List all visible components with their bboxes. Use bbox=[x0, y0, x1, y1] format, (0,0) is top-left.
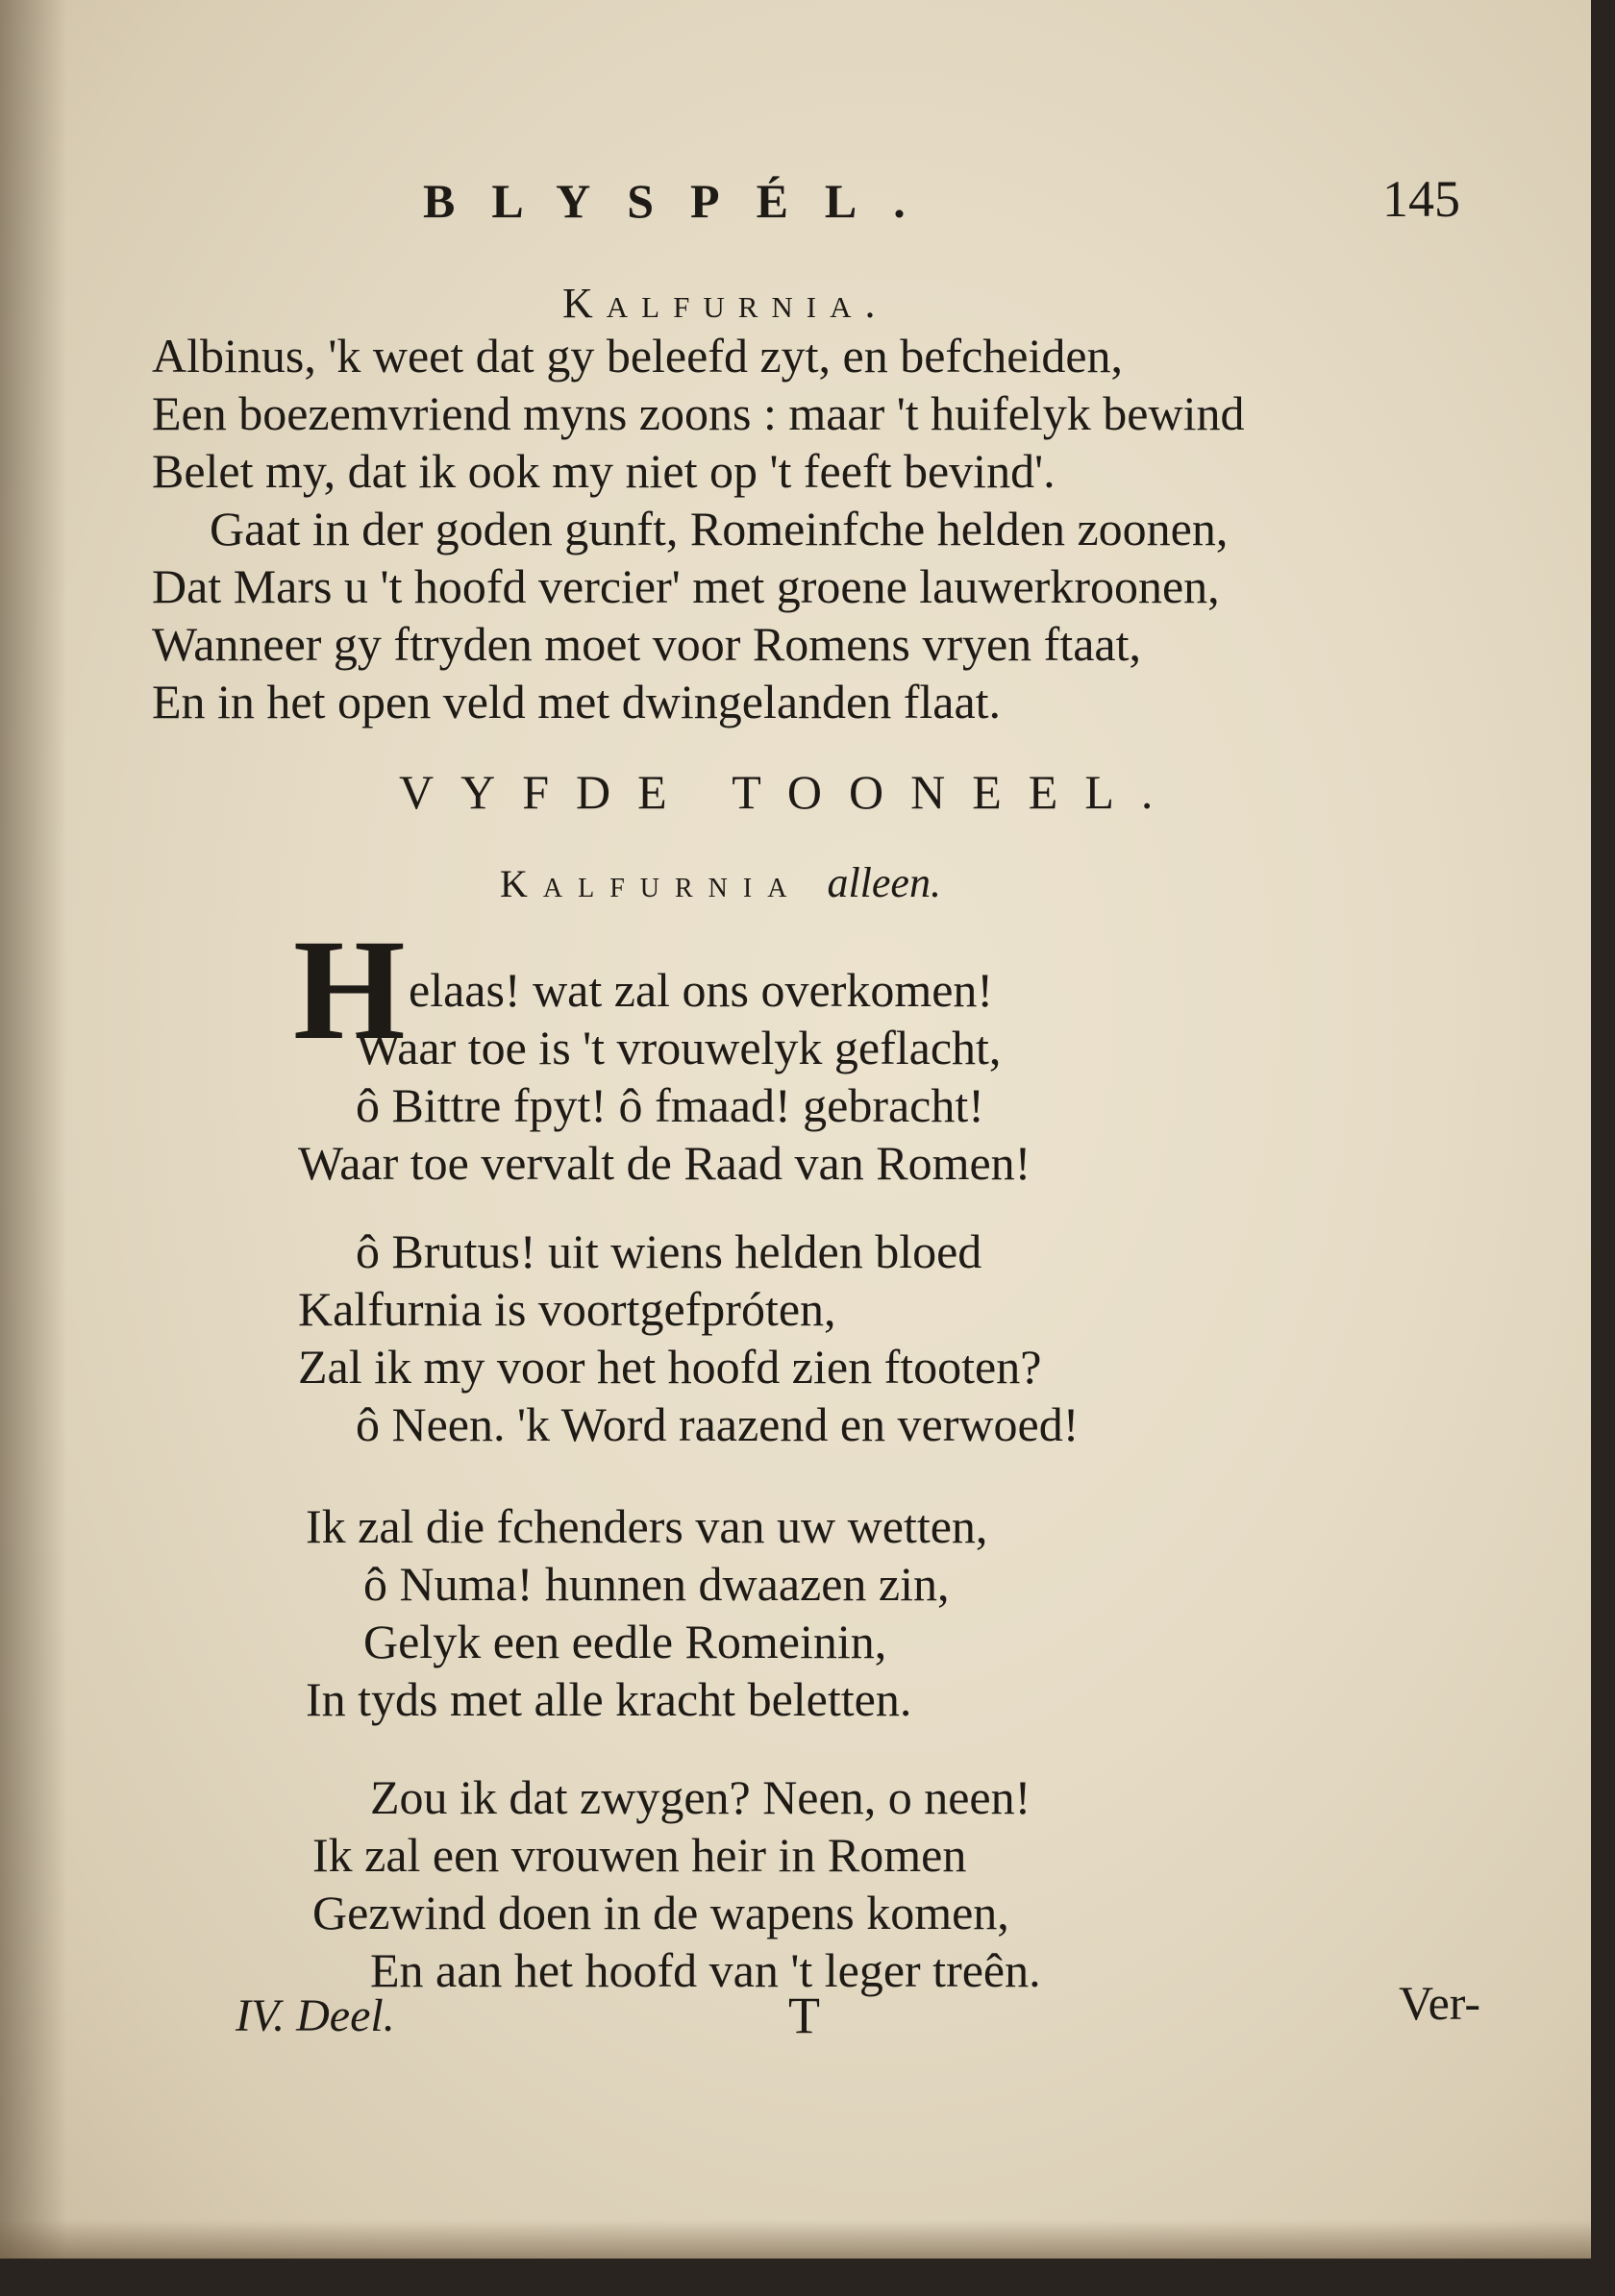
verse-line: elaas! wat zal ons overkomen! bbox=[409, 963, 994, 1017]
verse-line: Waar toe vervalt de Raad van Romen! bbox=[298, 1136, 1031, 1190]
verse-line: ô Brutus! uit wiens helden bloed bbox=[356, 1224, 982, 1278]
running-title: BLYSPÉL. bbox=[423, 174, 942, 228]
catchword: Ver- bbox=[1399, 1976, 1481, 2030]
verse-line: Belet my, dat ik ook my niet op 't feeft bevind'. bbox=[152, 444, 1056, 498]
verse-line: Zal ik my voor het hoofd zien ftooten? bbox=[298, 1340, 1042, 1394]
verse-line: In tyds met alle kracht beletten. bbox=[306, 1672, 912, 1726]
page-header bbox=[423, 163, 1480, 240]
verse-line: Wanneer gy ftryden moet voor Romens vryen ftaat, bbox=[152, 617, 1141, 671]
verse-line: Waar toe is 't vrouwelyk geflacht, bbox=[356, 1021, 1002, 1074]
verse-line: Gaat in der goden gunft, Romeinfche helden zoonen, bbox=[210, 502, 1229, 555]
stage-direction: alleen. bbox=[827, 859, 941, 906]
scene-speaker bbox=[500, 858, 941, 907]
stanza-1 bbox=[298, 1019, 1031, 1192]
drop-cap: H bbox=[293, 910, 406, 1070]
verse-line: Zou ik dat zwygen? Neen, o neen! bbox=[370, 1770, 1031, 1824]
gutter-shadow bbox=[0, 0, 67, 2259]
verse-line: Een boezemvriend myns zoons : maar 't huifelyk bewind bbox=[152, 386, 1245, 440]
stanza-1-first-line bbox=[409, 961, 993, 1019]
signature-letter: T bbox=[788, 1987, 820, 2044]
signature-mark: IV. Deel. bbox=[236, 1990, 395, 2041]
verse-line: Albinus, 'k weet dat gy beleefd zyt, en befcheiden, bbox=[152, 329, 1124, 383]
speaker-name: Kalfurnia bbox=[500, 862, 803, 905]
speaker-name: Kalfurnia. bbox=[562, 280, 889, 327]
verse-line: Gezwind doen in de wapens komen, bbox=[312, 1886, 1009, 1939]
verse-line: Dat Mars u 't hoofd vercier' met groene lauwerkroonen, bbox=[152, 559, 1220, 613]
verse-line: En in het open veld met dwingelanden flaat. bbox=[152, 675, 1002, 728]
scene-title: VYFDE TOONEEL. bbox=[399, 765, 1180, 819]
page-number: 145 bbox=[1382, 170, 1460, 228]
stanza-4 bbox=[312, 1768, 1041, 1999]
verse-line: ô Bittre fpyt! ô fmaad! gebracht! bbox=[356, 1078, 984, 1132]
verse-line: ô Neen. 'k Word raazend en verwoed! bbox=[356, 1397, 1080, 1451]
verse-line: Ik zal een vrouwen heir in Romen bbox=[312, 1828, 967, 1882]
verse-line: En aan het hoofd van 't leger treên. bbox=[370, 1943, 1041, 1997]
verse-line: ô Numa! hunnen dwaazen zin, bbox=[363, 1557, 950, 1611]
speech-block bbox=[152, 327, 1244, 730]
verse-line: Kalfurnia is voortgefpróten, bbox=[298, 1282, 836, 1336]
stanza-2 bbox=[298, 1222, 1079, 1453]
stanza-3 bbox=[306, 1497, 987, 1728]
verse-line: Ik zal die fchenders van uw wetten, bbox=[306, 1499, 988, 1553]
verse-line: Gelyk een eedle Romeinin, bbox=[363, 1615, 887, 1668]
page-bottom-edge bbox=[0, 2220, 1591, 2259]
